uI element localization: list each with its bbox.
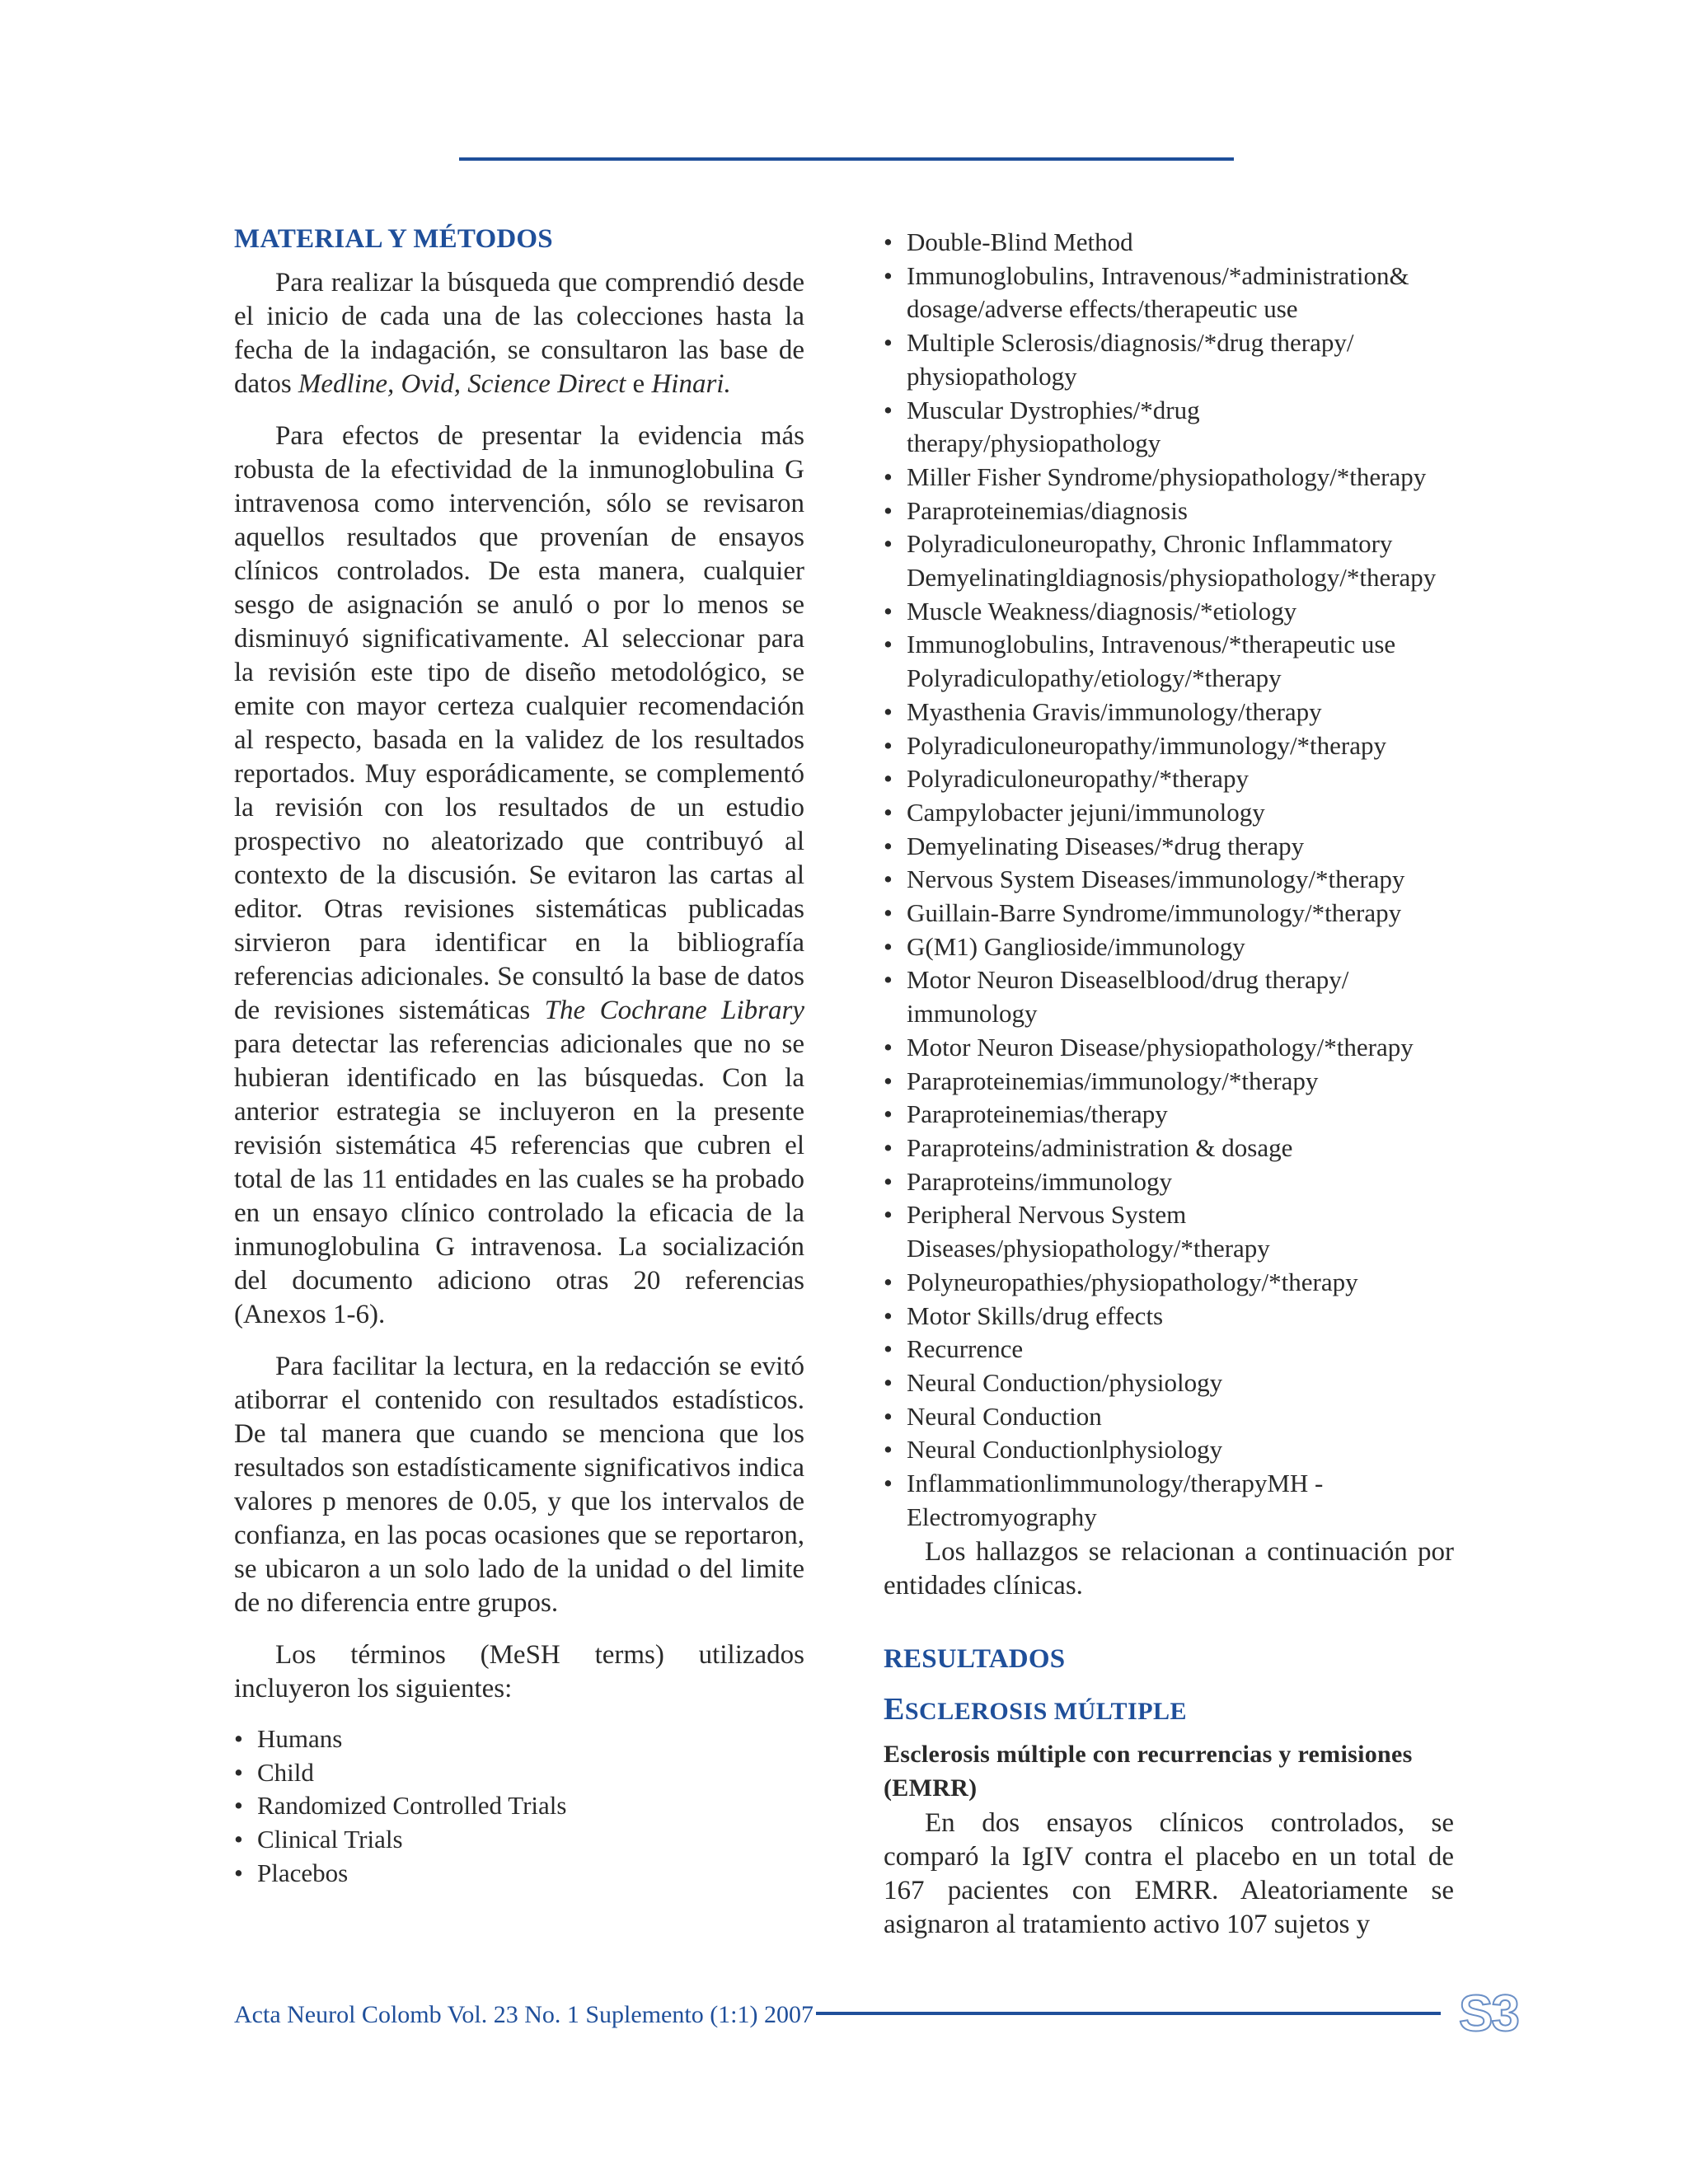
- list-item: • Nervous System Diseases/immunology/*therapy: [884, 863, 1454, 897]
- list-item: • Motor Neuron Disease/physiopathology/*therapy: [884, 1031, 1454, 1065]
- top-rule: [459, 157, 1234, 161]
- paragraph-emrr: En dos ensayos clínicos controlados, se comparó la IgIV contra el placebo en un total de 167 pacientes con EMRR. Aleatoriamente se asignaron al tratamiento activo 107 sujetos y: [884, 1808, 1454, 1940]
- list-item: • Immunoglobulins, Intravenous/*administration& dosage/adverse effects/therapeutic use: [884, 260, 1454, 326]
- list-item: • Neural Conduction: [884, 1400, 1454, 1434]
- list-item: • Miller Fisher Syndrome/physiopathology/*therapy: [884, 461, 1454, 494]
- list-item: • Motor Neuron Diseaselblood/drug therapy/ immunology: [884, 963, 1454, 1030]
- list-item: • Polyradiculoneuropathy/immunology/*therapy: [884, 729, 1454, 763]
- list-item: • Neural Conduction/physiology: [884, 1366, 1454, 1400]
- list-item: • Recurrence: [884, 1333, 1454, 1366]
- list-item: • Paraproteinemias/diagnosis: [884, 494, 1454, 528]
- list-item: • Polyradiculoneuropathy, Chronic Inflammatory Demyelinatingldiagnosis/physiopathology/*therapy: [884, 527, 1454, 594]
- paragraph-hallazgos: Los hallazgos se relacionan a continuación por entidades clínicas.: [884, 1537, 1454, 1601]
- list-item: • Child: [234, 1756, 804, 1790]
- list-item: • Paraproteins/immunology: [884, 1165, 1454, 1199]
- list-item: • Myasthenia Gravis/immunology/therapy: [884, 696, 1454, 729]
- list-item: • Muscle Weakness/diagnosis/*etiology: [884, 595, 1454, 629]
- list-item: • Guillain-Barre Syndrome/immunology/*therapy: [884, 897, 1454, 930]
- mesh-terms-list-left: [234, 1722, 804, 1891]
- list-item: • Placebos: [234, 1857, 804, 1891]
- paragraph-evidence: Para efectos de presentar la evidencia más robusta de la efectividad de la inmunoglobulina G intravenosa como intervención, sólo se revisaron aquellos resultados que provenían de ensayos clínicos controlados. De esta manera, cualquier sesgo de asignación se anuló o por lo menos se disminuyó significativamente. Al seleccionar para la revisión este tipo de diseño metodológico, se emite con mayor certeza cualquier recomendación al respecto, basada en la validez de los resultados reportados. Muy esporádicamente, se complementó la revisión con los resultados de un estudio prospectivo no aleatorizado que contribuyó al contexto de la discusión. Se evitaron las cartas al editor. Otras revisiones sistemáticas publicadas sirvieron para identificar en la bibliografía referencias adicionales. Se consultó la base de datos de revisiones sistemáticas The Cochrane Library para detectar las referencias adicionales que no se hubieran identificado en las búsquedas. Con la anterior estrategia se incluyeron en la presente revisión sistemática 45 referencias que cubren el total de las 11 entidades en las cuales se ha probado en un ensayo clínico controlado la eficacia de la inmunoglobulina G intravenosa. La socialización del documento adiciono otras 20 referencias (Anexos 1-6).: [234, 421, 804, 1329]
- list-item: • Clinical Trials: [234, 1823, 804, 1857]
- subsection-title-emrr: Esclerosis múltiple con recurrencias y remisiones (EMRR): [884, 1741, 1413, 1802]
- right-column: [884, 226, 1454, 1942]
- list-item: • Neural Conductionlphysiology: [884, 1433, 1454, 1467]
- list-item: • Paraproteinemias/immunology/*therapy: [884, 1065, 1454, 1099]
- list-item: • Paraproteins/administration & dosage: [884, 1132, 1454, 1165]
- list-item: • Double-Blind Method: [884, 226, 1454, 260]
- list-item: • Humans: [234, 1722, 804, 1756]
- footer-citation: Acta Neurol Colomb Vol. 23 No. 1 Suplemento (1:1) 2007: [234, 2001, 814, 2028]
- list-item: • Multiple Sclerosis/diagnosis/*drug therapy/ physiopathology: [884, 326, 1454, 393]
- list-item: • Muscular Dystrophies/*drug therapy/physiopathology: [884, 394, 1454, 461]
- list-item: • Polyradiculoneuropathy/*therapy: [884, 762, 1454, 796]
- paragraph-databases: Para realizar la búsqueda que comprendió desde el inicio de cada una de las colecciones hasta la fecha de la indagación, se consultaron las base de datos Medline, Ovid, Science Direct e Hinari.: [234, 268, 804, 399]
- section-heading-resultados: RESULTADOS: [884, 1644, 1066, 1675]
- list-item: • Demyelinating Diseases/*drug therapy: [884, 830, 1454, 864]
- paragraph-statistics: Para facilitar la lectura, en la redacción se evitó atiborrar el contenido con resultados estadísticos. De tal manera que cuando se menciona que los resultados son estadísticamente significativos indica valores p menores de 0.05, y que los intervalos de confianza, en las pocas ocasiones que se reportaron, se ubicaron a un solo lado de la unidad o del limite de no diferencia entre grupos.: [234, 1352, 804, 1618]
- list-item: • Campylobacter jejuni/immunology: [884, 796, 1454, 830]
- subheading-esclerosis-multiple: ESCLEROSIS MÚLTIPLE: [884, 1692, 1188, 1727]
- section-heading-material-metodos: MATERIAL Y MÉTODOS: [234, 224, 553, 254]
- left-column: [234, 224, 804, 1891]
- list-item: • Motor Skills/drug effects: [884, 1300, 1454, 1333]
- footer-rule: [816, 2012, 1441, 2015]
- list-item: • Randomized Controlled Trials: [234, 1789, 804, 1823]
- list-item: • G(M1) Ganglioside/immunology: [884, 930, 1454, 964]
- paragraph-mesh-terms: Los términos (MeSH terms) utilizados incluyeron los siguientes:: [234, 1640, 804, 1704]
- list-item: • Peripheral Nervous System Diseases/physiopathology/*therapy: [884, 1198, 1454, 1265]
- list-item: • Polyneuropathies/physiopathology/*therapy: [884, 1266, 1454, 1300]
- list-item: • Paraproteinemias/therapy: [884, 1098, 1454, 1132]
- mesh-terms-list-right: [884, 226, 1454, 1534]
- list-item: • Inflammationlimmunology/therapyMH -Electromyography: [884, 1467, 1454, 1534]
- page-number: S3: [1459, 1985, 1518, 2042]
- list-item: • Immunoglobulins, Intravenous/*therapeutic use Polyradiculopathy/etiology/*therapy: [884, 628, 1454, 695]
